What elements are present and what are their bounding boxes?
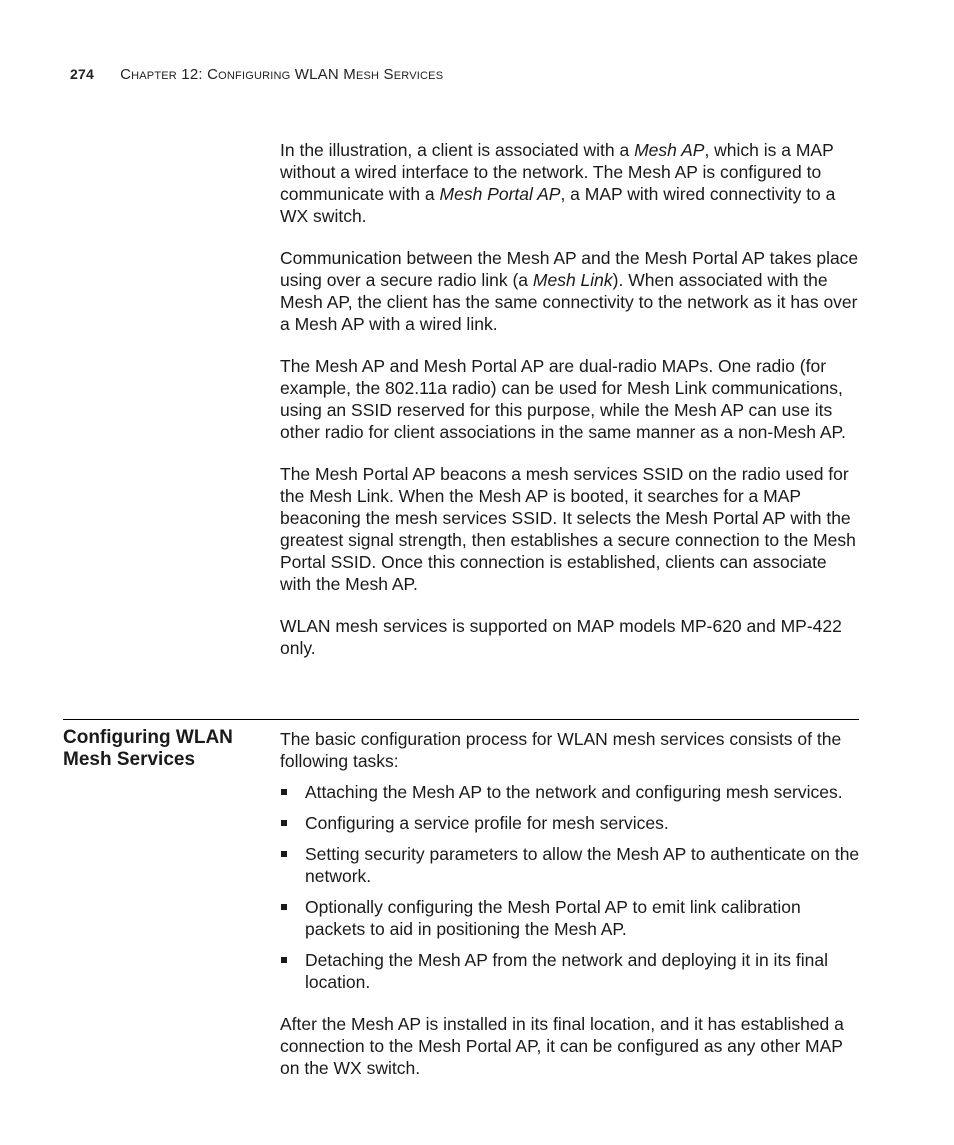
page-header <box>70 66 443 83</box>
intro-paragraph: In the illustration, a client is associated with a Mesh AP, which is a MAP without a wired interface to the network. The Mesh AP is configured to communicate with a Mesh Portal AP, a MAP with wired connectivity to a WX switch. <box>280 140 836 226</box>
intro-paragraph: The Mesh Portal AP beacons a mesh services SSID on the radio used for the Mesh Link. When the Mesh AP is booted, it searches for a MAP beaconing the mesh services SSID. It selects the Mesh Portal AP with the greatest signal strength, then establishes a secure connection to the Mesh Portal SSID. Once this connection is established, clients can associate with the Mesh AP. <box>280 464 856 594</box>
list-item <box>280 949 860 993</box>
section-divider <box>63 719 859 720</box>
intro-section <box>280 139 860 679</box>
running-title: Chapter 12: Configuring WLAN Mesh Services <box>120 66 444 83</box>
task-list <box>280 781 860 993</box>
task-text: Optionally configuring the Mesh Portal AP to emit link calibration packets to aid in positioning the Mesh AP. <box>305 897 801 939</box>
square-bullet-icon <box>281 789 287 795</box>
intro-paragraph: The Mesh AP and Mesh Portal AP are dual-radio MAPs. One radio (for example, the 802.11a radio) can be used for Mesh Link communications, using an SSID reserved for this purpose, while the Mesh AP can use its other radio for client associations in the same manner as a non-Mesh AP. <box>280 356 846 442</box>
emphasized-term: Mesh Portal AP <box>439 184 561 204</box>
page-number: 274 <box>70 66 94 82</box>
emphasized-term: Mesh Link <box>532 270 613 290</box>
task-text: Configuring a service profile for mesh services. <box>305 813 669 833</box>
task-text: Detaching the Mesh AP from the network and deploying it in its final location. <box>305 950 829 992</box>
square-bullet-icon <box>281 851 287 857</box>
section-heading: Configuring WLAN Mesh Services <box>63 727 233 770</box>
task-text: Attaching the Mesh AP to the network and configuring mesh services. <box>305 782 843 802</box>
square-bullet-icon <box>281 820 287 826</box>
square-bullet-icon <box>281 904 287 910</box>
emphasized-term: Mesh AP <box>634 140 705 160</box>
section-lead: The basic configuration process for WLAN mesh services consists of the following tasks: <box>280 729 842 771</box>
list-item <box>280 843 860 887</box>
task-text: Setting security parameters to allow the Mesh AP to authenticate on the network. <box>305 844 860 886</box>
list-item <box>280 781 860 803</box>
list-item <box>280 896 860 940</box>
section-closing: After the Mesh AP is installed in its final location, and it has established a connection to the Mesh Portal AP, it can be configured as any other MAP on the WX switch. <box>280 1014 844 1078</box>
square-bullet-icon <box>281 957 287 963</box>
intro-paragraph: WLAN mesh services is supported on MAP models MP-620 and MP-422 only. <box>280 616 842 658</box>
intro-paragraph: Communication between the Mesh AP and the Mesh Portal AP takes place using over a secure radio link (a Mesh Link). When associated with the Mesh AP, the client has the same connectivity to the network as it has over a Mesh AP with a wired link. <box>280 248 859 334</box>
section-body <box>280 728 860 1079</box>
list-item <box>280 812 860 834</box>
